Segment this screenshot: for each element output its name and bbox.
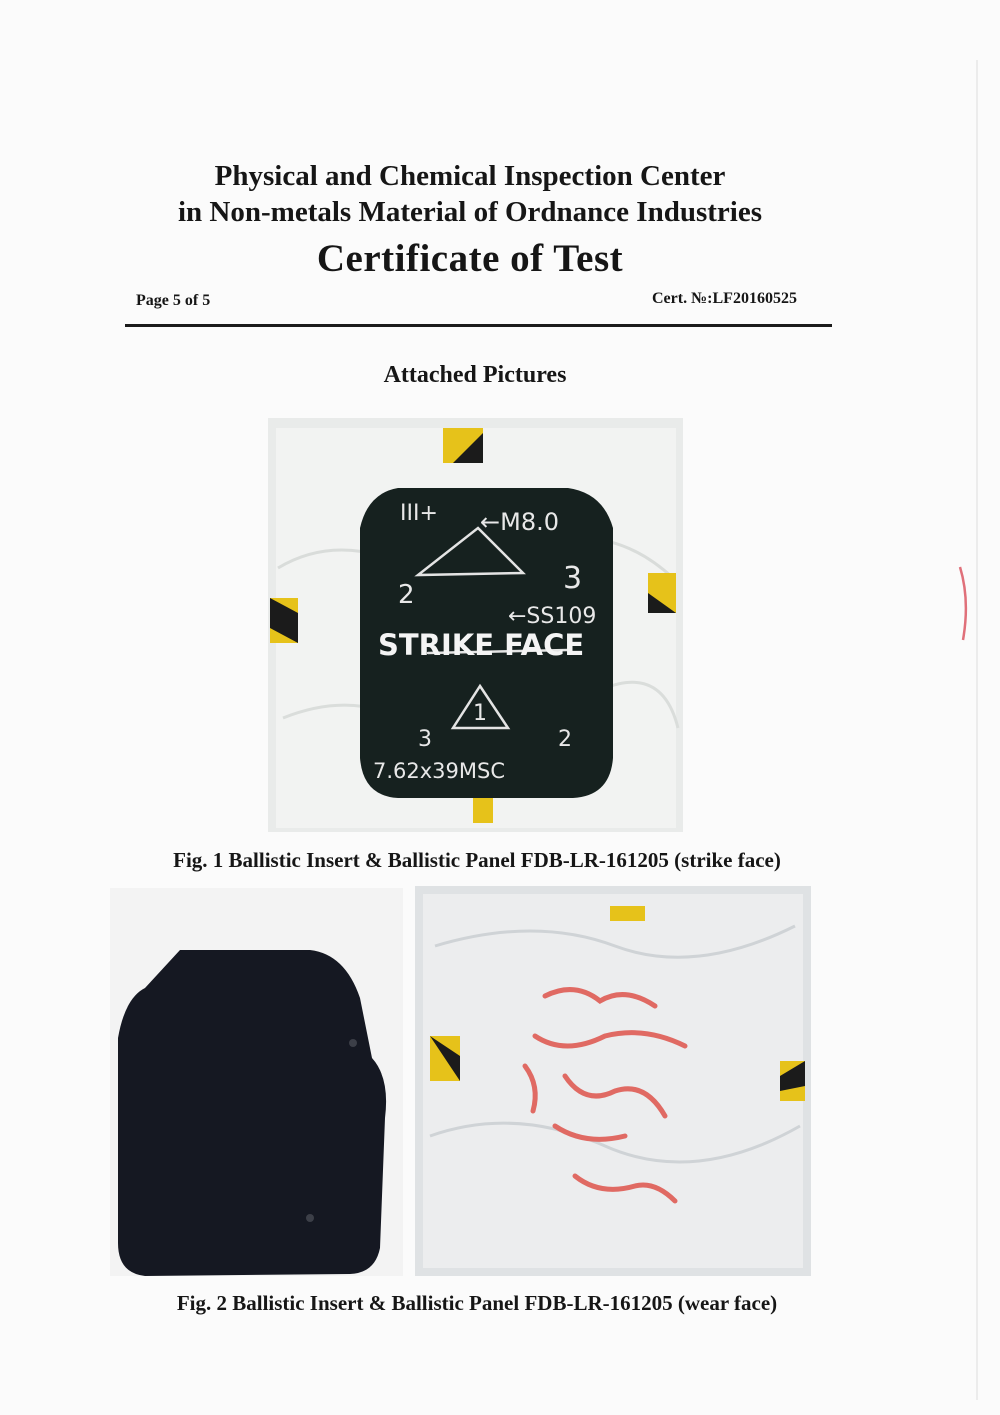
institution-name-line2: in Non-metals Material of Ordnance Industries <box>178 196 762 228</box>
plate-mark-number-2b: 2 <box>558 727 572 752</box>
plate-mark-number-1: 1 <box>473 701 487 726</box>
page-number: Page 5 of 5 <box>136 292 211 309</box>
plate-mark-bottom: 7.62x39MSC <box>373 759 506 783</box>
plate-label-strike-face: STRIKE FACE <box>378 628 585 662</box>
insert-wear-face-photo <box>110 888 403 1276</box>
panel-wear-face-photo <box>415 886 811 1276</box>
plate-mark-top-right: ←M8.0 <box>480 508 559 536</box>
certificate-number: Cert. №:LF20160525 <box>652 290 797 307</box>
plate-mark-top-left: III+ <box>400 501 438 526</box>
insert-back-illustration <box>110 888 403 1276</box>
margin-mark <box>955 565 975 650</box>
plate-mark-number-3b: 3 <box>418 727 432 752</box>
figure-1-caption: Fig. 1 Ballistic Insert & Ballistic Panel FDB-LR-161205 (strike face) <box>173 848 781 872</box>
certificate-title: Certificate of Test <box>316 237 624 280</box>
strike-face-illustration <box>268 418 683 832</box>
institution-name-line1: Physical and Chemical Inspection Center <box>214 160 726 192</box>
plate-mark-mid: ←SS109 <box>508 604 597 629</box>
plate-mark-number-2: 2 <box>398 580 415 610</box>
section-title: Attached Pictures <box>383 362 567 388</box>
panel-back-illustration <box>415 886 811 1276</box>
page-edge <box>976 60 978 1400</box>
header-divider <box>125 324 832 327</box>
plate-mark-number-3: 3 <box>563 561 583 596</box>
figure-2-caption: Fig. 2 Ballistic Insert & Ballistic Panel FDB-LR-161205 (wear face) <box>176 1291 778 1315</box>
strike-face-photo <box>268 418 683 832</box>
